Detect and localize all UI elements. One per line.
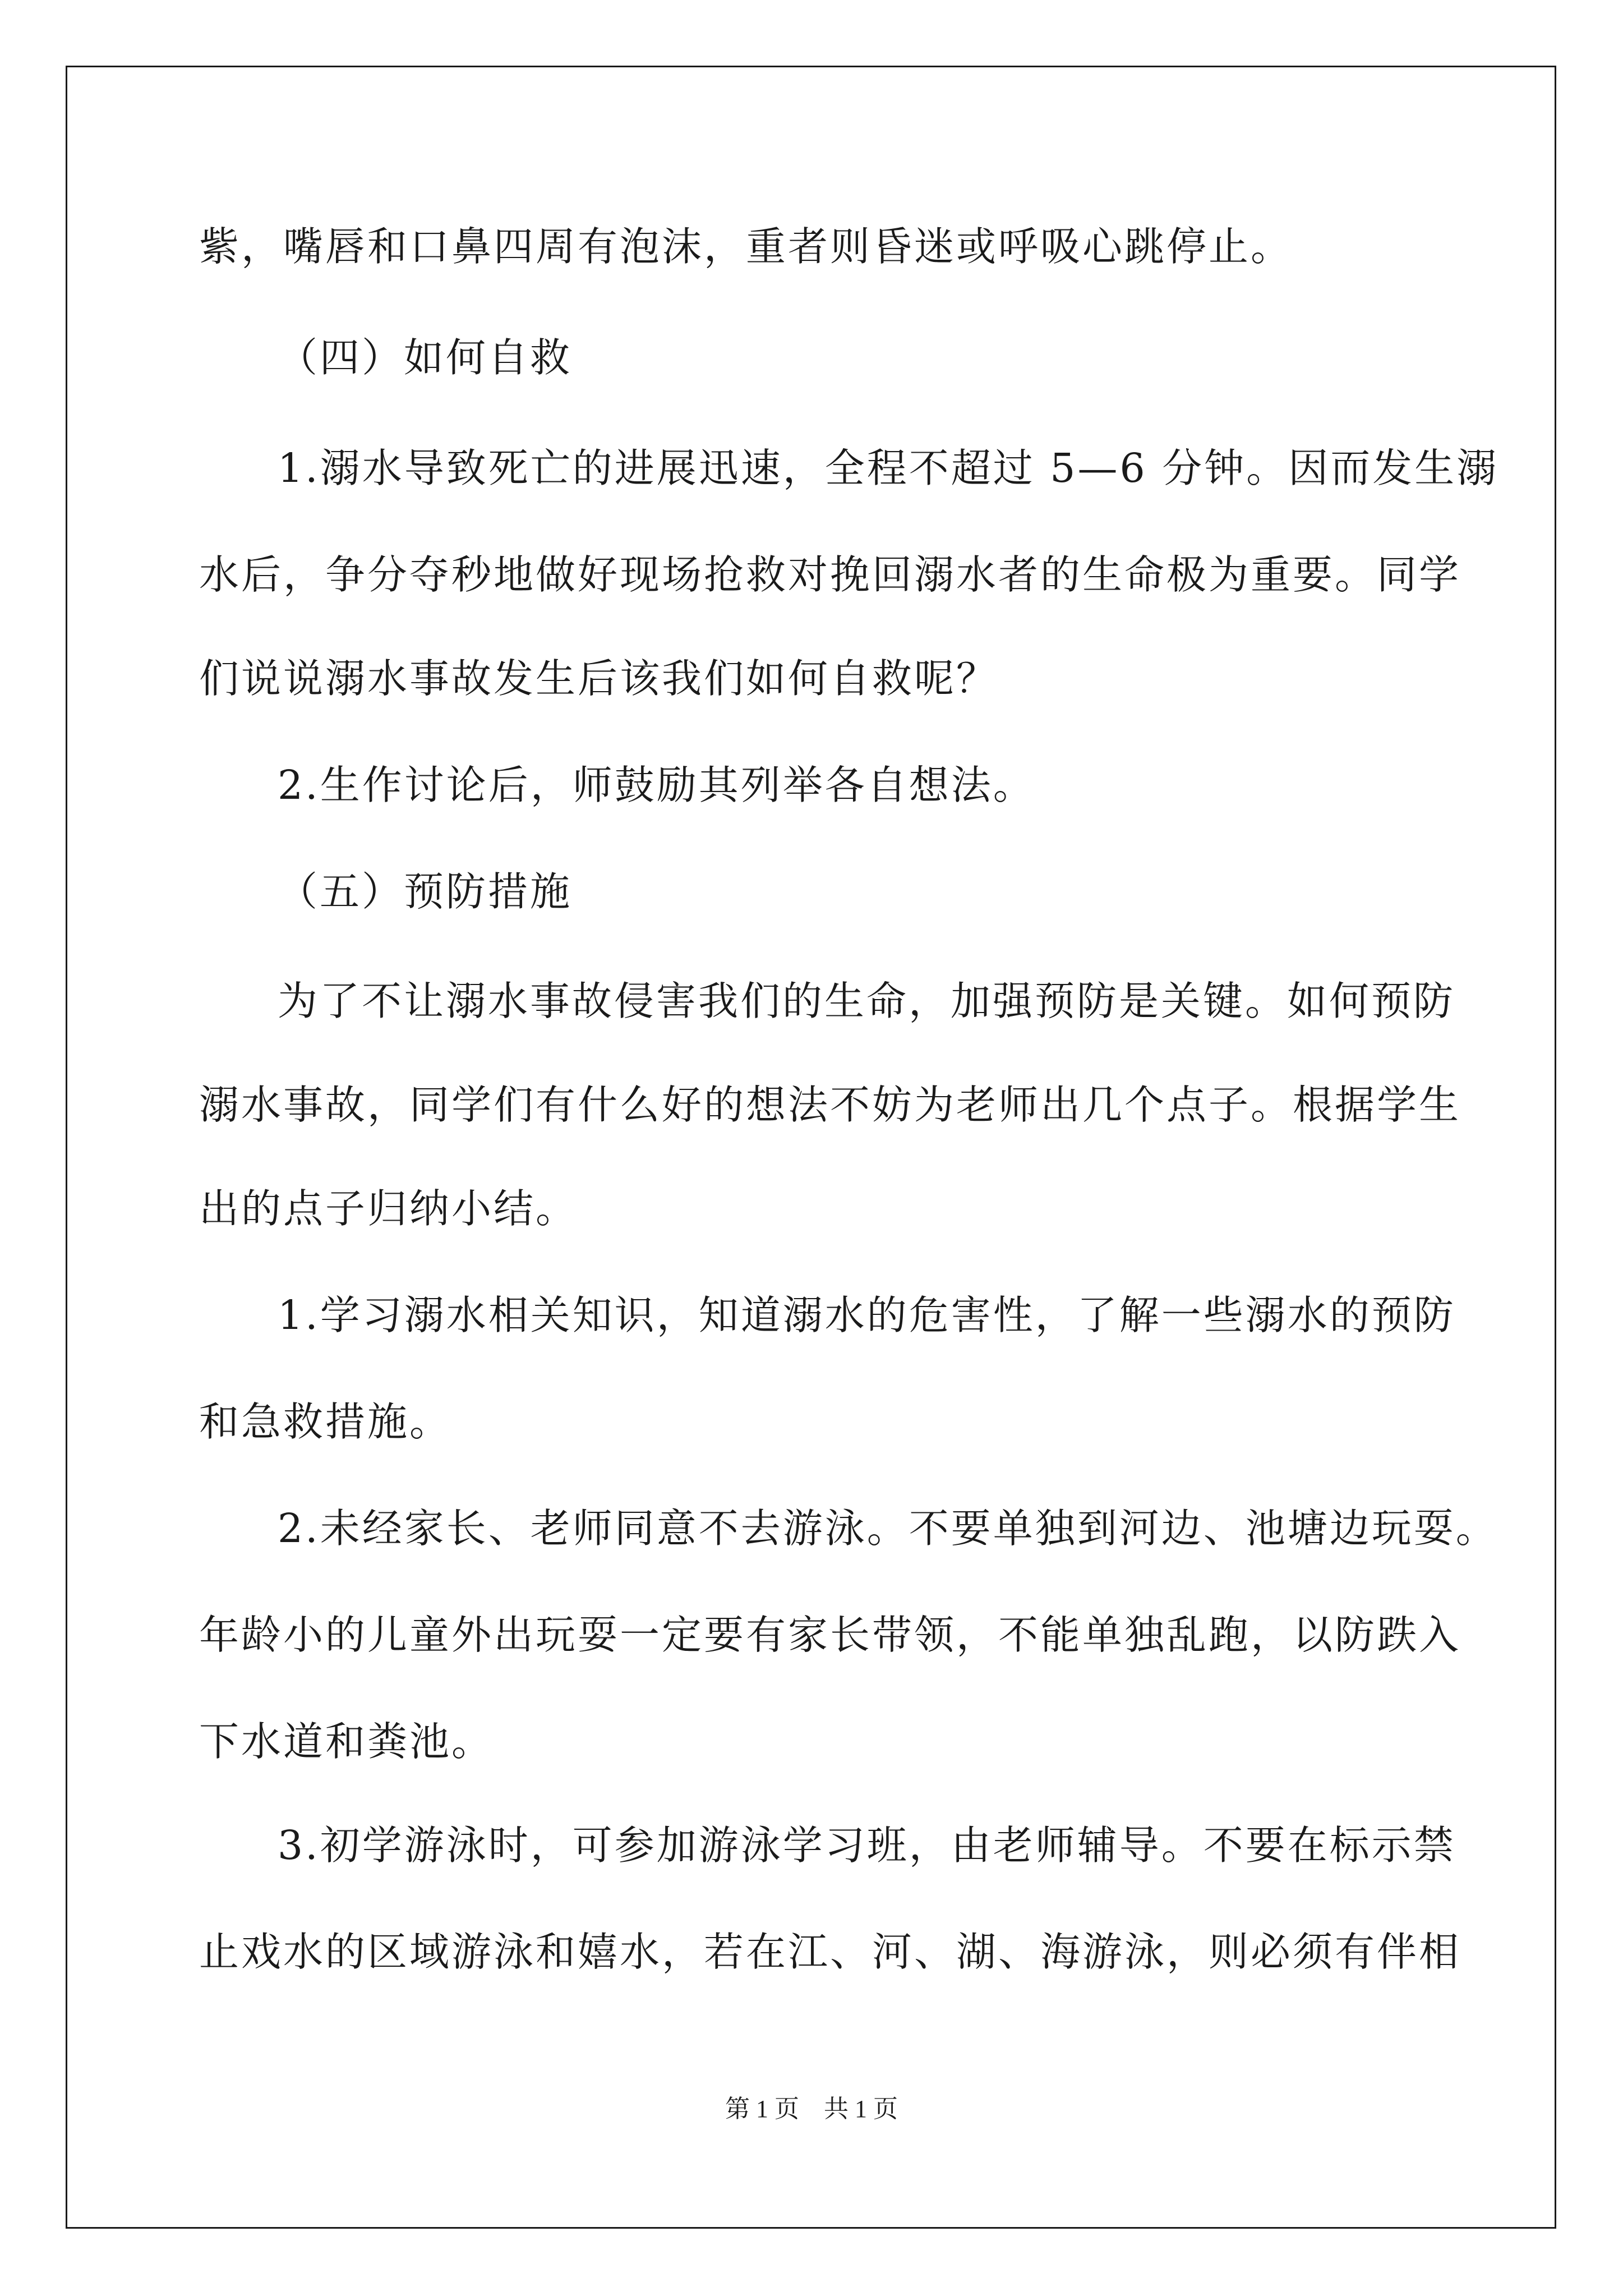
paragraph-line: 出的点子归纳小结。 <box>199 1185 578 1232</box>
section-heading: （五）预防措施 <box>278 868 573 915</box>
section-heading: （四）如何自救 <box>278 334 573 381</box>
paragraph-line: 3.初学游泳时，可参加游泳学习班，由老师辅导。不要在标示禁 <box>278 1822 1456 1869</box>
paragraph-line: 水后，争分夺秒地做好现场抢救对挽回溺水者的生命极为重要。同学 <box>199 551 1461 598</box>
paragraph-line: 们说说溺水事故发生后该我们如何自救呢？ <box>199 655 999 702</box>
paragraph-line: 止戏水的区域游泳和嬉水，若在江、河、湖、海游泳，则必须有伴相 <box>199 1929 1461 1975</box>
paragraph-line: 和急救措施。 <box>199 1398 452 1445</box>
paragraph-line: 紫，嘴唇和口鼻四周有泡沫，重者则昏迷或呼吸心跳停止。 <box>199 223 1293 270</box>
page-footer: 第 1 页 共 1 页 <box>725 2095 898 2123</box>
page-border <box>66 66 1556 2229</box>
paragraph-line: 1.溺水导致死亡的进展迅速，全程不超过 5—6 分钟。因而发生溺 <box>278 445 1499 491</box>
paragraph-line: 1.学习溺水相关知识，知道溺水的危害性，了解一些溺水的预防 <box>278 1292 1456 1338</box>
paragraph-line: 2.未经家长、老师同意不去游泳。不要单独到河边、池塘边玩耍。 <box>278 1505 1498 1552</box>
paragraph-line: 2.生作讨论后，师鼓励其列举各自想法。 <box>278 762 1035 808</box>
paragraph-line: 年龄小的儿童外出玩耍一定要有家长带领，不能单独乱跑，以防跌入 <box>199 1612 1461 1658</box>
paragraph-line: 下水道和粪池。 <box>199 1718 494 1765</box>
paragraph-line: 溺水事故，同学们有什么好的想法不妨为老师出几个点子。根据学生 <box>199 1082 1461 1128</box>
paragraph-line: 为了不让溺水事故侵害我们的生命，加强预防是关键。如何预防 <box>278 978 1456 1024</box>
